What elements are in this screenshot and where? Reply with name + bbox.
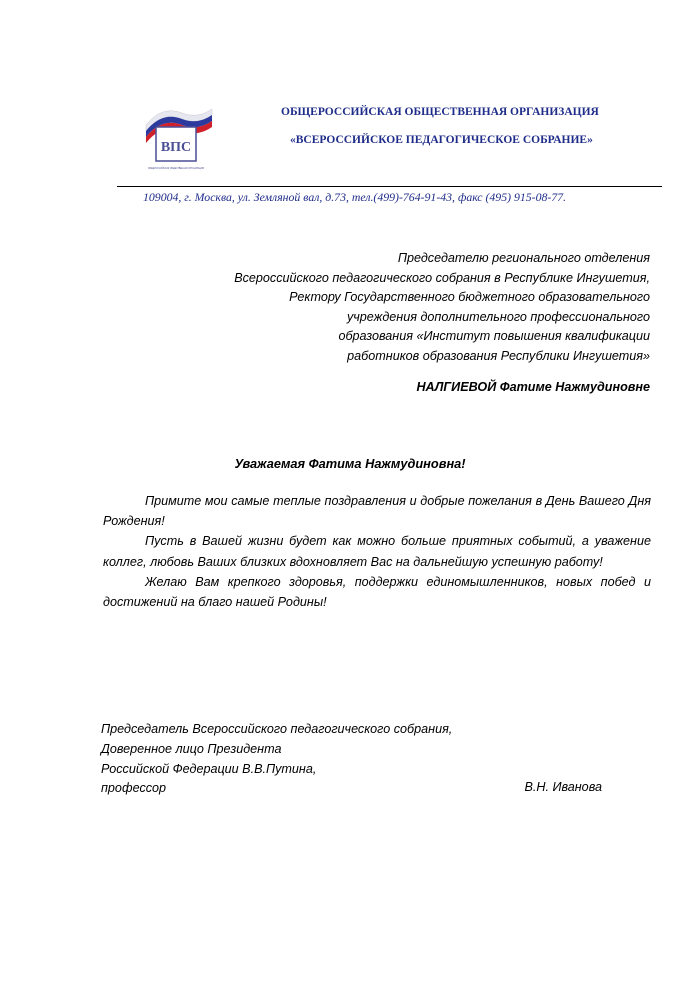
recipient-line: Всероссийского педагогического собрания в Республике Ингушетия, (234, 270, 650, 285)
letter-paragraph: Пусть в Вашей жизни будет как можно больше приятных событий, а уважение коллег, любовь Ваших близких вдохновляет Вас на дальнейшую успешную работу! (103, 534, 651, 569)
letter-paragraph: Желаю Вам крепкого здоровья, поддержки единомышленников, новых побед и достижений на благо нашей Родины! (103, 574, 651, 610)
organization-address: 109004, г. Москва, ул. Земляной вал, д.73, тел.(499)-764-91-43, факс (495) 915-08-77. (143, 190, 567, 204)
signature-line: профессор (101, 781, 167, 796)
organization-logo (140, 103, 216, 175)
signature-line: Доверенное лицо Президента (101, 741, 282, 756)
recipient-line: образования «Институт повышения квалификации (338, 329, 650, 344)
recipient-name: НАЛГИЕВОЙ Фатиме Нажмудиновне (416, 380, 650, 394)
salutation: Уважаемая Фатима Нажмудиновна! (234, 456, 466, 471)
signer-name: В.Н. Иванова (524, 780, 602, 794)
header-divider (117, 186, 662, 187)
recipient-line: Председателю регионального отделения (397, 251, 650, 265)
signature-block (101, 720, 452, 799)
logo-letters: ВПС (160, 140, 192, 155)
organization-name-line2: «ВСЕРОССИЙСКОЕ ПЕДАГОГИЧЕСКОЕ СОБРАНИЕ» (290, 134, 593, 146)
recipient-line: работников образования Республики Ингушетия» (347, 348, 650, 363)
recipient-line: Ректору Государственного бюджетного образовательного (289, 290, 650, 305)
letter-paragraph: Примите мои самые теплые поздравления и добрые пожелания в День Вашего Дня Рождения! (103, 494, 651, 529)
signature-line: Председатель Всероссийского педагогического собрания, (101, 722, 453, 736)
recipient-block (234, 249, 650, 367)
organization-name-line1: ОБЩЕРОССИЙСКАЯ ОБЩЕСТВЕННАЯ ОРГАНИЗАЦИЯ (281, 106, 599, 118)
signature-line: Российской Федерации В.В.Путина, (101, 761, 317, 776)
recipient-line: учреждения дополнительного профессионального (346, 309, 650, 324)
letter-body (103, 491, 651, 612)
logo-caption: ОБЩЕРОССИЙСКАЯ ОБЩЕСТВЕННАЯ ОРГАНИЗАЦИЯ (148, 166, 204, 170)
